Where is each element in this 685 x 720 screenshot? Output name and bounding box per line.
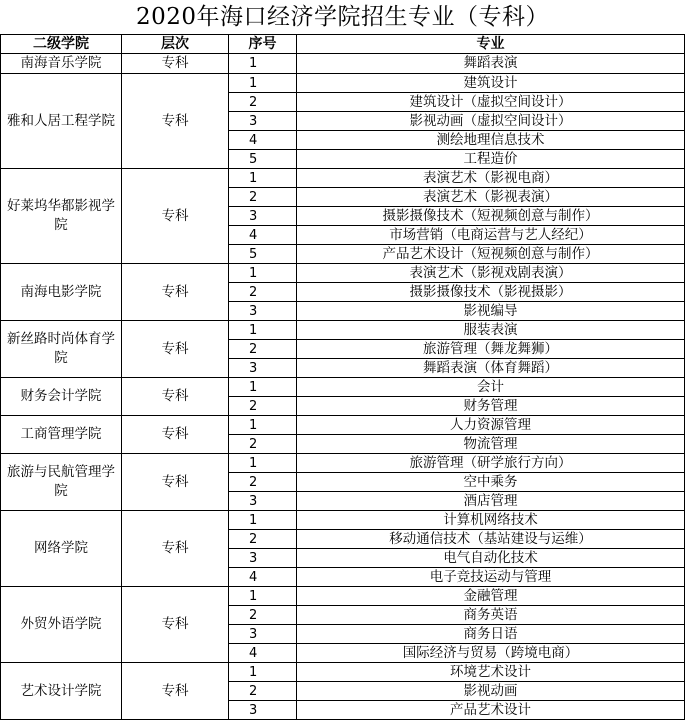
seq-cell: 2 bbox=[229, 530, 297, 549]
header-major: 专业 bbox=[297, 35, 685, 54]
major-cell: 产品艺术设计 bbox=[297, 701, 685, 720]
major-cell: 测绘地理信息技术 bbox=[297, 131, 685, 150]
seq-cell: 4 bbox=[229, 644, 297, 663]
seq-cell: 4 bbox=[229, 131, 297, 150]
seq-cell: 1 bbox=[229, 416, 297, 435]
major-cell: 工程造价 bbox=[297, 150, 685, 169]
major-cell: 空中乘务 bbox=[297, 473, 685, 492]
seq-cell: 5 bbox=[229, 245, 297, 264]
majors-table bbox=[0, 34, 685, 720]
major-cell: 表演艺术（影视表演） bbox=[297, 188, 685, 207]
college-name-cell: 南海电影学院 bbox=[1, 264, 122, 321]
seq-cell: 2 bbox=[229, 93, 297, 112]
major-cell: 表演艺术（影视电商） bbox=[297, 169, 685, 188]
seq-cell: 3 bbox=[229, 701, 297, 720]
seq-cell: 3 bbox=[229, 302, 297, 321]
college-name-cell: 网络学院 bbox=[1, 511, 122, 587]
seq-cell: 4 bbox=[229, 226, 297, 245]
level-cell: 专科 bbox=[122, 74, 229, 169]
seq-cell: 2 bbox=[229, 397, 297, 416]
seq-cell: 3 bbox=[229, 359, 297, 378]
seq-cell: 1 bbox=[229, 663, 297, 682]
table-row bbox=[1, 378, 685, 397]
level-cell: 专科 bbox=[122, 264, 229, 321]
level-cell: 专科 bbox=[122, 378, 229, 416]
table-row bbox=[1, 264, 685, 283]
table-row bbox=[1, 663, 685, 682]
seq-cell: 2 bbox=[229, 473, 297, 492]
table-body bbox=[1, 54, 685, 720]
level-cell: 专科 bbox=[122, 416, 229, 454]
major-cell: 摄影摄像技术（影视摄影） bbox=[297, 283, 685, 302]
major-cell: 服装表演 bbox=[297, 321, 685, 340]
college-name-cell: 南海音乐学院 bbox=[1, 54, 122, 74]
seq-cell: 1 bbox=[229, 511, 297, 530]
major-cell: 影视动画 bbox=[297, 682, 685, 701]
table-row bbox=[1, 587, 685, 606]
document-title: 2020年海口经济学院招生专业（专科） bbox=[135, 4, 550, 30]
major-cell: 会计 bbox=[297, 378, 685, 397]
major-cell: 移动通信技术（基站建设与运维） bbox=[297, 530, 685, 549]
seq-cell: 3 bbox=[229, 112, 297, 131]
seq-cell: 1 bbox=[229, 454, 297, 473]
major-cell: 人力资源管理 bbox=[297, 416, 685, 435]
major-cell: 市场营销（电商运营与艺人经纪） bbox=[297, 226, 685, 245]
major-cell: 影视动画（虚拟空间设计） bbox=[297, 112, 685, 131]
major-cell: 计算机网络技术 bbox=[297, 511, 685, 530]
major-cell: 物流管理 bbox=[297, 435, 685, 454]
level-cell: 专科 bbox=[122, 321, 229, 378]
table-row bbox=[1, 416, 685, 435]
seq-cell: 3 bbox=[229, 549, 297, 568]
major-cell: 环境艺术设计 bbox=[297, 663, 685, 682]
major-cell: 建筑设计（虚拟空间设计） bbox=[297, 93, 685, 112]
seq-cell: 3 bbox=[229, 492, 297, 511]
seq-cell: 1 bbox=[229, 264, 297, 283]
major-cell: 电气自动化技术 bbox=[297, 549, 685, 568]
major-cell: 建筑设计 bbox=[297, 74, 685, 93]
major-cell: 国际经济与贸易（跨境电商） bbox=[297, 644, 685, 663]
seq-cell: 2 bbox=[229, 188, 297, 207]
level-cell: 专科 bbox=[122, 587, 229, 663]
seq-cell: 2 bbox=[229, 340, 297, 359]
seq-cell: 1 bbox=[229, 378, 297, 397]
seq-cell: 4 bbox=[229, 568, 297, 587]
level-cell: 专科 bbox=[122, 169, 229, 264]
seq-cell: 1 bbox=[229, 321, 297, 340]
major-cell: 表演艺术（影视戏剧表演） bbox=[297, 264, 685, 283]
table-row bbox=[1, 169, 685, 188]
table-row bbox=[1, 321, 685, 340]
major-cell: 财务管理 bbox=[297, 397, 685, 416]
college-name-cell: 新丝路时尚体育学院 bbox=[1, 321, 122, 378]
seq-cell: 2 bbox=[229, 606, 297, 625]
table-row bbox=[1, 54, 685, 74]
seq-cell: 2 bbox=[229, 435, 297, 454]
college-name-cell: 雅和人居工程学院 bbox=[1, 74, 122, 169]
seq-cell: 3 bbox=[229, 207, 297, 226]
major-cell: 商务日语 bbox=[297, 625, 685, 644]
table-row bbox=[1, 511, 685, 530]
college-name-cell: 好莱坞华都影视学院 bbox=[1, 169, 122, 264]
level-cell: 专科 bbox=[122, 454, 229, 511]
major-cell: 电子竞技运动与管理 bbox=[297, 568, 685, 587]
major-cell: 影视编导 bbox=[297, 302, 685, 321]
seq-cell: 1 bbox=[229, 54, 297, 74]
level-cell: 专科 bbox=[122, 663, 229, 720]
major-cell: 金融管理 bbox=[297, 587, 685, 606]
header-level: 层次 bbox=[122, 35, 229, 54]
seq-cell: 1 bbox=[229, 169, 297, 188]
major-cell: 舞蹈表演 bbox=[297, 54, 685, 74]
table-header-row bbox=[1, 35, 685, 54]
seq-cell: 1 bbox=[229, 587, 297, 606]
table-row bbox=[1, 74, 685, 93]
college-name-cell: 工商管理学院 bbox=[1, 416, 122, 454]
header-seq: 序号 bbox=[229, 35, 297, 54]
seq-cell: 3 bbox=[229, 625, 297, 644]
college-name-cell: 旅游与民航管理学院 bbox=[1, 454, 122, 511]
college-name-cell: 艺术设计学院 bbox=[1, 663, 122, 720]
seq-cell: 2 bbox=[229, 283, 297, 302]
major-cell: 舞蹈表演（体育舞蹈） bbox=[297, 359, 685, 378]
college-name-cell: 财务会计学院 bbox=[1, 378, 122, 416]
major-cell: 酒店管理 bbox=[297, 492, 685, 511]
level-cell: 专科 bbox=[122, 54, 229, 74]
major-cell: 产品艺术设计（短视频创意与制作） bbox=[297, 245, 685, 264]
seq-cell: 2 bbox=[229, 682, 297, 701]
major-cell: 摄影摄像技术（短视频创意与制作） bbox=[297, 207, 685, 226]
major-cell: 旅游管理（研学旅行方向） bbox=[297, 454, 685, 473]
header-college: 二级学院 bbox=[1, 35, 122, 54]
seq-cell: 1 bbox=[229, 74, 297, 93]
table-row bbox=[1, 454, 685, 473]
level-cell: 专科 bbox=[122, 511, 229, 587]
college-name-cell: 外贸外语学院 bbox=[1, 587, 122, 663]
seq-cell: 5 bbox=[229, 150, 297, 169]
major-cell: 旅游管理（舞龙舞狮） bbox=[297, 340, 685, 359]
major-cell: 商务英语 bbox=[297, 606, 685, 625]
